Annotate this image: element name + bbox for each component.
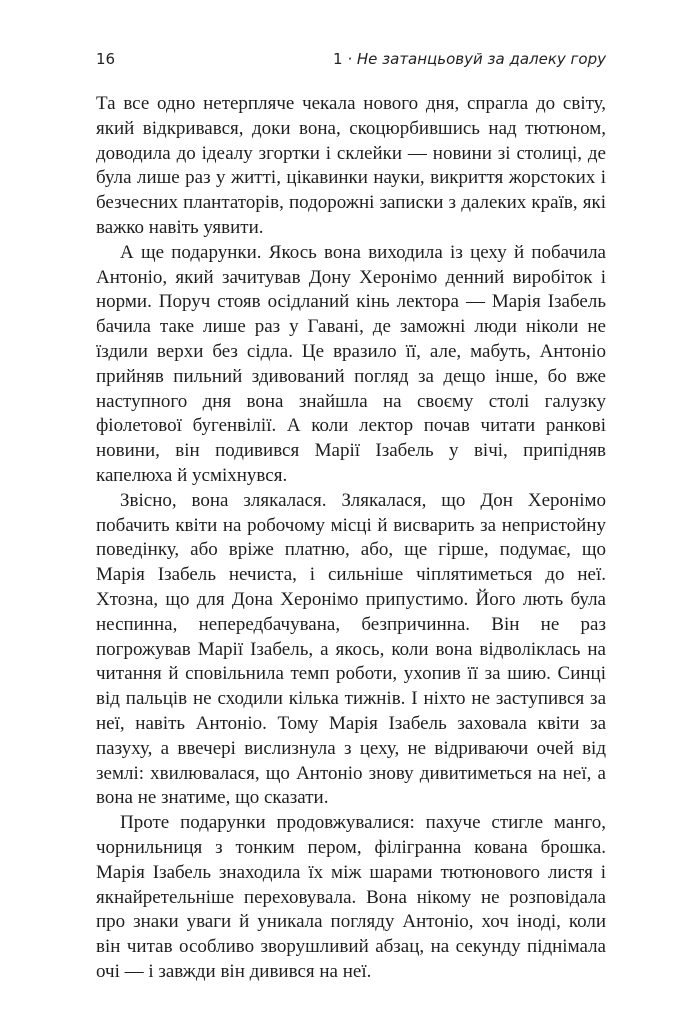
paragraph: Та все одно нетерпляче чекала нового дня, спрагла до світу, який відкривався, доки вона, скоцюрбившись над тютюном, доводила до ідеалу згортки і склейки — новини зі столиці, де була лише раз у житті, цікавинки науки, викриття жорстоких і безчесних плантаторів, подорожні записки з далеких країв, які важко навіть уявити. [96, 93, 606, 238]
running-header [96, 50, 606, 74]
page-number: 16 [96, 50, 116, 68]
paragraph: Звісно, вона злякалася. Злякалася, що Дон Херонімо побачить квіти на робочому місці й висварить за непристойну поведінку, або вріже платню, або, ще гірше, подумає, що Марія Ізабель нечиста, і сильніше чіплятиметься до неї. Хтозна, що для Дона Херонімо припустимо. Його лють була неспинна, непередбачувана, безпричинна. Він не раз погрожував Марії Ізабель, а якось, коли вона відволіклась на читання й сповільнила темп роботи, ухопив її за шию. Синці від пальців не сходили кілька тижнів. І ніхто не заступився за неї, навіть Антоніо. Тому Марія Ізабель заховала квіти за пазуху, а ввечері вислизнула з цеху, не відриваючи очей від землі: хвилювалася, що Антоніо знову дивитиметься на неї, а вона не знатиме, що сказати. [96, 489, 606, 809]
chapter-header [333, 50, 606, 68]
body-text [96, 92, 606, 985]
chapter-separator: · [347, 50, 353, 68]
paragraph: Проте подарунки продовжувалися: пахуче стигле манго, чорнильниця з тонким пером, філігранна кована брошка. Марія Ізабель знаходила їх між шарами тютюнового листя і якнайретельніше переховувала. Вона нікому не розповідала про знаки уваги й уникала погляду Антоніо, хоч іноді, коли він читав особливо зворушливий абзац, на секунду піднімала очі — і завжди він дивився на неї. [96, 812, 606, 982]
chapter-title: Не затанцьовуй за далеку гору [356, 50, 606, 68]
chapter-number: 1 [332, 50, 343, 68]
paragraph: А ще подарунки. Якось вона виходила із цеху й побачила Антоніо, який зачитував Дону Херонімо денний виробіток і норми. Поруч стояв осідланий кінь лектора — Марія Ізабель бачила таке лише раз у Гавані, де заможні люди ніколи не їздили верхи без сідла. Це вразило її, але, мабуть, Антоніо прийняв пильний здивований погляд за дещо інше, бо вже наступного дня вона знайшла на своєму столі галузку фіолетової бугенвілії. А коли лектор почав читати ранкові новини, він подивився Марії Ізабель у вічі, припідняв капелюха й усміхнувся. [96, 241, 606, 486]
